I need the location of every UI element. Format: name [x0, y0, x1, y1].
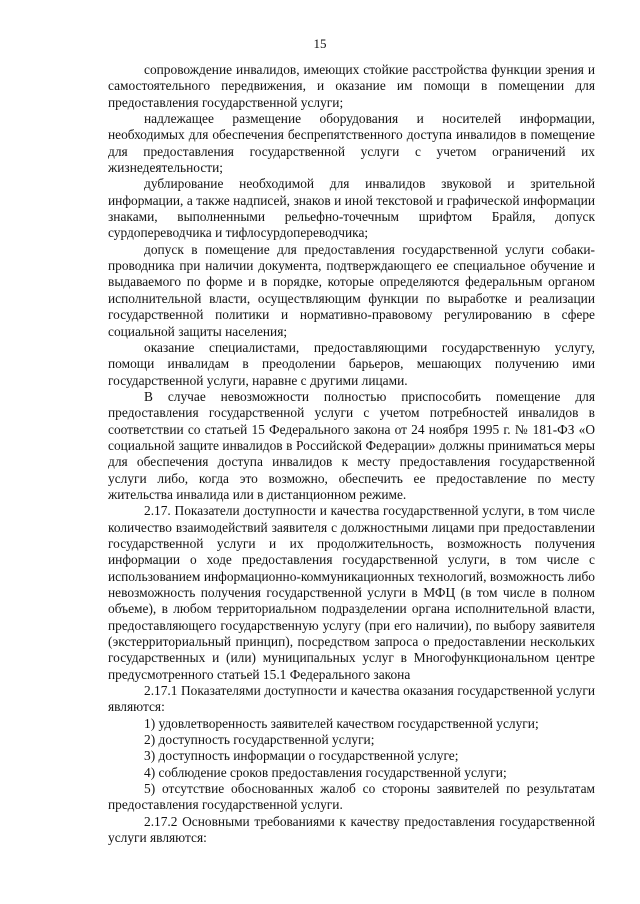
paragraph-braille-duplication: дублирование необходимой для инвалидов звуковой и зрительной информации, а также надписей, знаков и иной текстовой и графической информации знаками, выполненными рельефно-точечным шрифтом Брайля, допуск сурдопереводчика и тифлосурдопереводчика;: [108, 176, 595, 241]
paragraph-specialist-assistance: оказание специалистами, предоставляющими государственную услугу, помощи инвалидам в преодолении барьеров, мешающих получению ими государственной услуги, наравне с другими лицами.: [108, 339, 595, 388]
paragraph-equipment-placement: надлежащее размещение оборудования и носителей информации, необходимых для обеспечения беспрепятственного доступа инвалидов в помещение для предоставления государственной услуги с учетом ограничений их жизнедеятельности;: [108, 111, 595, 176]
page-number: 15: [313, 36, 327, 51]
paragraph-remote-provision: В случае невозможности полностью приспособить помещение для предоставления государственной услуги с учетом потребностей инвалидов в соответствии со статьей 15 Федерального закона от 24 ноября 1995 г. № 181-ФЗ «О социальной защите инвалидов в Российской Федерации» должны приниматься меры для обеспечения доступа инвалидов к месту предоставления государственной услуги либо, когда это возможно, обеспечить ее предоставление по месту жительства инвалида или в дистанционном режиме.: [108, 388, 595, 502]
paragraph-escort-disabled: сопровождение инвалидов, имеющих стойкие расстройства функции зрения и самостоятельного передвижения, и оказание им помощи в помещении для предоставления государственной услуги;: [108, 62, 595, 110]
paragraph-section-2-17-2: 2.17.2 Основными требованиями к качеству предоставления государственной услуги являются:: [108, 813, 595, 846]
paragraph-section-2-17: 2.17. Показатели доступности и качества государственной услуги, в том числе количество взаимодействий заявителя с должностными лицами при предоставлении государственной услуги и их продолжительность, возможность получения информации о ходе предоставления государственной услуги, в том числе с использованием информационно-коммуникационных технологий, возможность либо невозможность получения государственной услуги в МФЦ (в том числе в полном объеме), в любом территориальном подразделении органа исполнительной власти, предоставляющего государственную услугу (при его наличии), по выбору заявителя (экстерриториальный принцип), посредством запроса о предоставлении нескольких государственных и (или) муниципальных услуг в Многофункциональном центре предусмотренного статьей 15.1 Федерального закона: [108, 503, 595, 682]
paragraph-guide-dog-access: допуск в помещение для предоставления государственной услуги собаки-проводника при наличии документа, подтверждающего ее специальное обучение и выдаваемого по форме и в порядке, которые определяются федеральным органом исполнительной власти, осуществляющим функции по выработке и реализации государственной политики и нормативно-правовому регулированию в сфере социальной защиты населения;: [108, 241, 595, 339]
list-item-1: 1) удовлетворенность заявителей качеством государственной услуги;: [144, 715, 539, 731]
list-item-2: 2) доступность государственной услуги;: [144, 732, 375, 748]
list-item-5: 5) отсутствие обоснованных жалоб со стороны заявителей по результатам предоставления государственной услуги.: [108, 781, 595, 813]
list-item-4: 4) соблюдение сроков предоставления государственной услуги;: [144, 764, 507, 780]
paragraph-section-2-17-1: 2.17.1 Показателями доступности и качества оказания государственной услуги являются:: [108, 683, 595, 715]
document-body: [108, 62, 595, 847]
list-item-3: 3) доступность информации о государственной услуге;: [144, 748, 459, 764]
